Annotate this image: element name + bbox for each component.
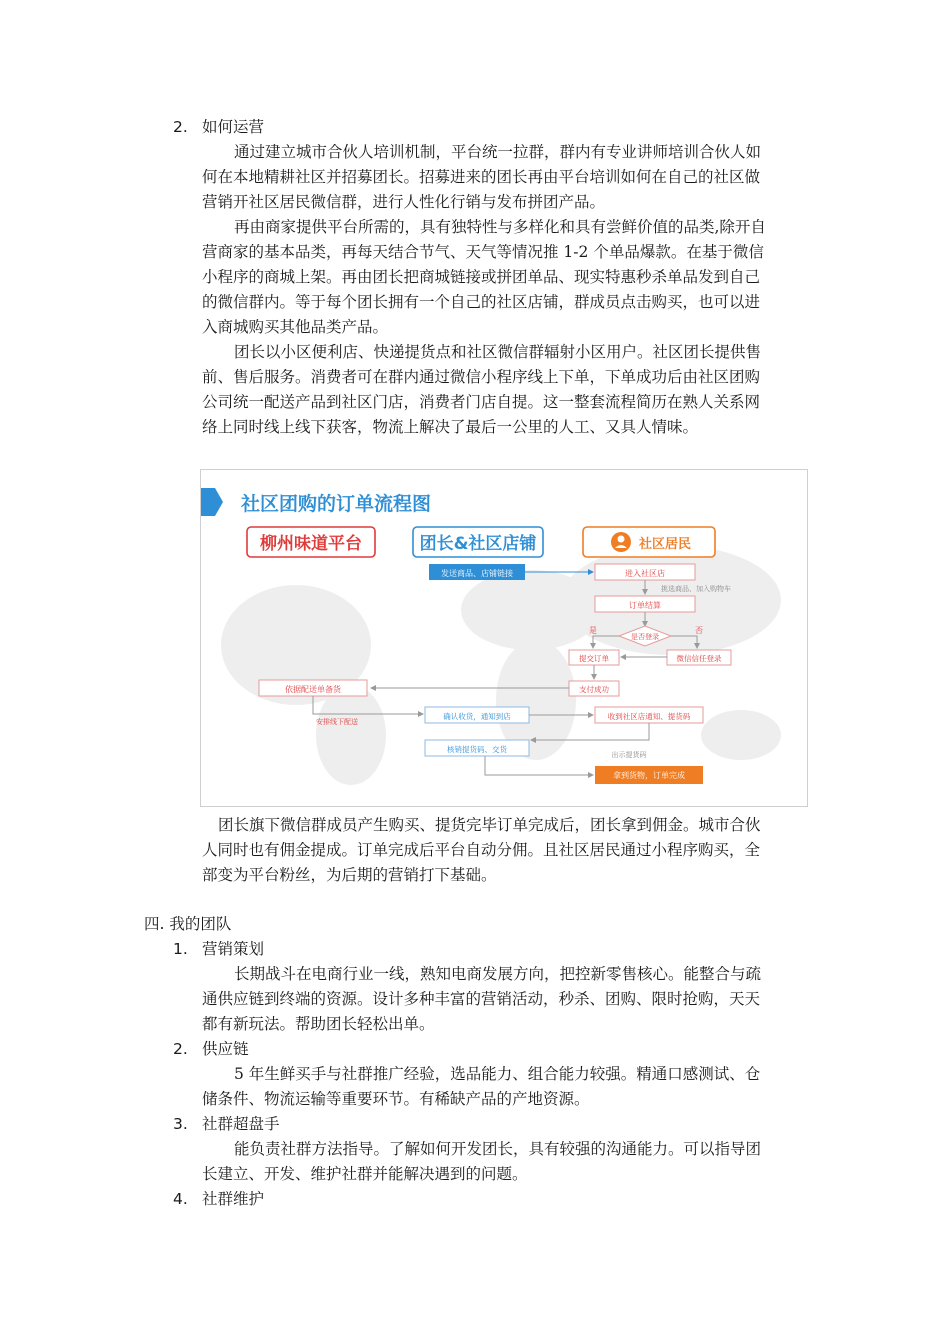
paragraph-line: 通过建立城市合伙人培训机制，平台统一拉群，群内有专业讲师培训合伙人如	[234, 143, 762, 161]
column-header-resident-label: 社区居民	[638, 537, 692, 552]
list-item-title: 社群超盘手	[202, 1115, 280, 1133]
list-number: 2.	[173, 118, 188, 136]
step-show-code-label: 出示提货码	[611, 751, 647, 759]
step-prepare-goods-label: 依据配送单备货	[285, 685, 341, 694]
step-wechat-login-label: 微信信任登录	[676, 654, 722, 663]
paragraph-line: 前、售后服务。消费者可在群内通过微信小程序线上下单，下单成功后由社区团购	[202, 368, 761, 386]
step-confirm-receipt-label: 确认收货，通知到店	[443, 712, 511, 721]
paragraph-line: 何在本地精耕社区并招募团长。招募进来的团长再由平台培训如何在自己的社区做	[202, 168, 761, 186]
paragraph-line: 团长旗下微信群成员产生购买、提货完毕订单完成后，团长拿到佣金。城市合伙	[218, 816, 761, 834]
step-enter-store-label: 进入社区店	[625, 569, 665, 578]
step-order-complete-label: 拿到货物，订单完成	[613, 771, 685, 780]
list-item-title: 营销策划	[202, 940, 265, 958]
column-header-leader-label: 团长&社区店铺	[419, 534, 537, 554]
chevron-right-icon	[201, 488, 223, 516]
step-submit-order-label: 提交订单	[579, 654, 609, 663]
paragraph-line: 营商家的基本品类，再每天结合节气、天气等情况推 1-2 个单品爆款。在基于微信	[202, 243, 764, 261]
step-pay-success-label: 支付成功	[579, 685, 609, 694]
step-send-goods-label: 发送商品、店铺链接	[441, 569, 513, 578]
paragraph-line: 人同时也有佣金提成。订单完成后平台自动分佣。且社区居民通过小程序购买，全	[202, 841, 761, 859]
paragraph-line: 营销开社区居民微信群，进行人性化行销与发布拼团产品。	[202, 193, 606, 211]
paragraph-line: 入商城购买其他品类产品。	[202, 318, 389, 336]
paragraph-line: 长期战斗在电商行业一线，熟知电商发展方向，把控新零售核心。能整合与疏	[234, 965, 762, 983]
paragraph-line: 长建立、开发、维护社群并能解决遇到的问题。	[202, 1165, 528, 1183]
flowchart-svg	[201, 470, 807, 806]
paragraph-line: 能负责社群方法指导。了解如何开发团长，具有较强的沟通能力。可以指导团	[234, 1140, 762, 1158]
section-heading: 四. 我的团队	[144, 915, 232, 933]
paragraph-line: 团长以小区便利店、快递提货点和社区微信群辐射小区用户。社区团长提供售	[234, 343, 762, 361]
list-number: 1.	[173, 940, 188, 958]
paragraph-line: 小程序的商城上架。再由团长把商城链接或拼团单品、现实特惠秒杀单品发到自己	[202, 268, 761, 286]
paragraph-line: 再由商家提供平台所需的，具有独特性与多样化和具有尝鲜价值的品类,除开自	[234, 218, 766, 236]
step-offline-delivery-label: 安排线下配送	[316, 718, 358, 726]
list-number: 2.	[173, 1040, 188, 1058]
paragraph-line: 都有新玩法。帮助团长轻松出单。	[202, 1015, 435, 1033]
list-item-title: 供应链	[202, 1040, 249, 1058]
step-verify-code-label: 核销提货码、交货	[447, 745, 507, 754]
list-item-title: 社群维护	[202, 1190, 265, 1208]
paragraph-line: 络上同时线上线下获客，物流上解决了最后一公里的人工、又具人情味。	[202, 418, 699, 436]
paragraph-line: 的微信群内。等于每个团长拥有一个自己的社区店铺，群成员点击购买，也可以进	[202, 293, 761, 311]
order-flowchart	[200, 469, 808, 807]
paragraph-line: 公司统一配送产品到社区门店，消费者门店自提。这一整套流程简历在熟人关系网	[202, 393, 761, 411]
paragraph-line: 部变为平台粉丝，为后期的营销打下基础。	[202, 866, 497, 884]
flowchart-title: 社区团购的订单流程图	[241, 493, 432, 515]
column-header-platform-label: 柳州味道平台	[260, 534, 362, 554]
decision-yes-label: 是	[589, 626, 597, 635]
paragraph-line: 通供应链到终端的资源。设计多种丰富的营销活动，秒杀、团购、限时抢购，天天	[202, 990, 761, 1008]
paragraph-line: 5 年生鲜买手与社群推广经验，选品能力、组合能力较强。精通口感测试、仓	[234, 1065, 761, 1083]
list-item-title: 如何运营	[202, 118, 265, 136]
decision-no-label: 否	[695, 626, 703, 635]
step-receive-notice-label: 收到社区店通知、提货码	[607, 712, 691, 721]
step-checkout-label: 订单结算	[629, 601, 661, 610]
decision-login-label: 是否登录	[631, 633, 659, 641]
step-select-goods-label: 挑选商品、加入购物车	[661, 585, 731, 593]
list-number: 4.	[173, 1190, 188, 1208]
list-number: 3.	[173, 1115, 188, 1133]
paragraph-line: 储条件、物流运输等重要环节。有稀缺产品的产地资源。	[202, 1090, 590, 1108]
